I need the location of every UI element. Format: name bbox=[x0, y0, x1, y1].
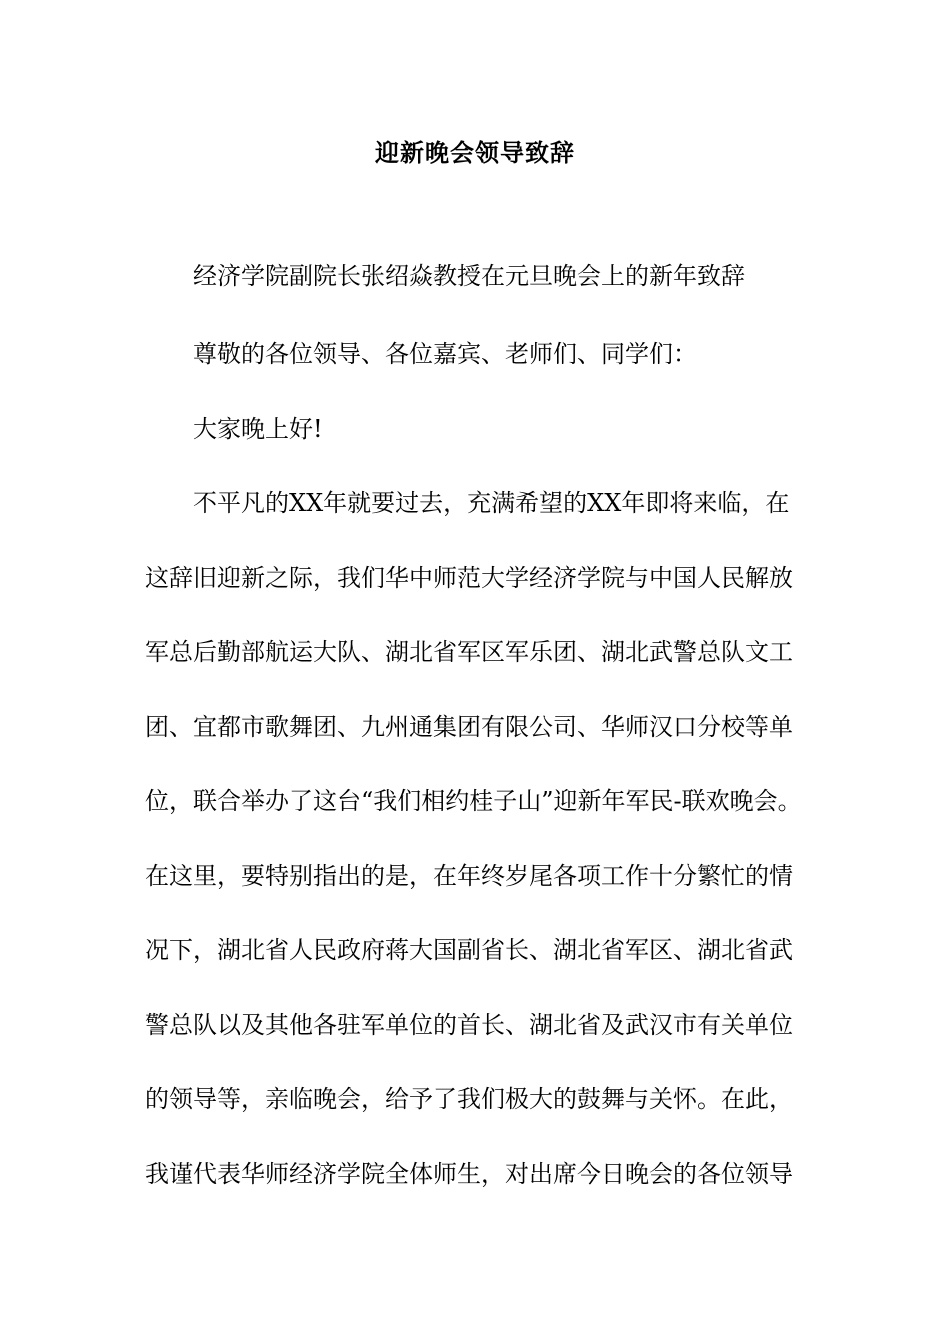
body-line: 团、宜都市歌舞团、九州通集团有限公司、华师汉口分校等单 bbox=[145, 713, 793, 741]
body-line: 警总队以及其他各驻军单位的首长、湖北省及武汉市有关单位 bbox=[145, 1011, 793, 1039]
body-line: 位，联合举办了这台“我们相约桂子山”迎新年军民-联欢晚会。 bbox=[145, 787, 802, 815]
document-title: 迎新晚会领导致辞 bbox=[375, 138, 575, 167]
subtitle-line: 经济学院副院长张绍焱教授在元旦晚会上的新年致辞 bbox=[193, 262, 745, 290]
salutation-line: 尊敬的各位领导、各位嘉宾、老师们、同学们： bbox=[193, 340, 697, 368]
body-line: 军总后勤部航运大队、湖北省军区军乐团、湖北武警总队文工 bbox=[145, 638, 793, 666]
body-line: 我谨代表华师经济学院全体师生，对出席今日晚会的各位领导 bbox=[145, 1160, 793, 1188]
body-line: 不平凡的XX年就要过去，充满希望的XX年即将来临，在 bbox=[193, 489, 790, 517]
body-line: 在这里，要特别指出的是，在年终岁尾各项工作十分繁忙的情 bbox=[145, 862, 793, 890]
greeting-line: 大家晚上好! bbox=[193, 415, 323, 443]
body-line: 这辞旧迎新之际，我们华中师范大学经济学院与中国人民解放 bbox=[145, 564, 793, 592]
body-line: 的领导等，亲临晚会，给予了我们极大的鼓舞与关怀。在此， bbox=[145, 1085, 793, 1113]
body-line: 况下，湖北省人民政府蒋大国副省长、湖北省军区、湖北省武 bbox=[145, 936, 793, 964]
